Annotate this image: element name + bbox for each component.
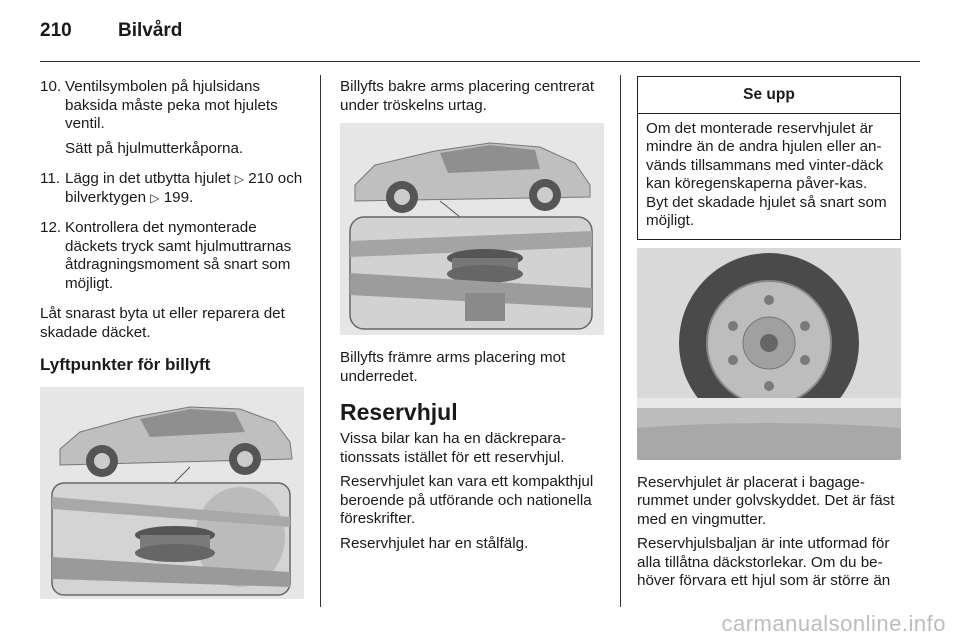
step-text: Lägg in det utbytta hjulet ▷ 210 och bilverktygen ▷ 199. — [65, 170, 303, 206]
paragraph: Reservhjulsbaljan är inte utformad för alla tillåtna däckstorlekar. Om du be-höver förvara ett hjul som är större än — [637, 535, 891, 589]
warning-text: Om det monterade reservhjulet är mindre än de andra hjulen eller an-vänds tillsammans med vinter-däck kan köregenskaperna påver-kas. Byt det skadade hjulet så snart som möjligt. — [646, 119, 887, 229]
column-divider — [620, 75, 621, 607]
figure-car-rear-lift — [340, 123, 604, 335]
warning-box — [637, 76, 901, 240]
page-title: Bilvård — [118, 20, 183, 41]
figure-spare-wheel — [637, 248, 901, 460]
step-subtext: Sätt på hjulmutterkåporna. — [65, 139, 244, 157]
arrow-right-icon: ▷ — [234, 172, 244, 186]
subheading: Lyftpunkter för billyft — [40, 355, 211, 374]
page-reference[interactable]: 199 — [163, 188, 190, 206]
paragraph: Låt snarast byta ut eller reparera det skadade däcket. — [40, 305, 285, 341]
list-item: 11. Lägg in det utbytta hjulet ▷ 210 och bilverktygen ▷ 199. — [40, 170, 303, 206]
figure-car-front-lift — [40, 387, 304, 599]
arrow-right-icon: ▷ — [150, 190, 160, 205]
list-item: 12. Kontrollera det nymonterade däckets tryck samt hjulmuttrarnas åtdragningsmoment så snart som möjligt. — [40, 219, 304, 299]
section-heading: Reservhjul — [340, 399, 458, 425]
page-number: 210 — [40, 20, 72, 41]
column-middle — [340, 78, 602, 559]
paragraph: Vissa bilar kan ha en däckrepara-tionssats istället för ett reservhjul. — [340, 430, 566, 466]
column-left — [40, 78, 304, 599]
column-right — [637, 78, 901, 597]
watermark: carmanualsonline.info — [721, 611, 946, 636]
column-divider — [320, 75, 321, 607]
list-item: 10. Ventilsymbolen på hjulsidans baksida måste peka mot hjulets ventil. Sätt på hjulmutterkåporna. — [40, 78, 304, 164]
step-text: Kontrollera det nymonterade däckets tryck samt hjulmuttrarnas åtdragningsmoment så snart som möjligt. — [65, 219, 292, 292]
paragraph: Reservhjulet har en stålfälg. — [340, 534, 529, 552]
warning-title: Se upp — [638, 77, 900, 114]
figure-caption: Billyfts främre arms placering mot underredet. — [340, 349, 566, 385]
page-reference[interactable]: 210 — [248, 170, 274, 187]
step-text: Ventilsymbolen på hjulsidans baksida måste peka mot hjulets ventil. — [65, 78, 278, 132]
paragraph: Reservhjulet kan vara ett kompakthjul beroende på utförande och nationella föreskrifter. — [340, 473, 594, 527]
figure-caption: Billyfts bakre arms placering centrerat under tröskelns urtag. — [340, 78, 595, 114]
paragraph: Reservhjulet är placerat i bagage-rummet under golvskyddet. Det är fäst med en vingmutter. — [637, 473, 895, 528]
page-header — [40, 18, 920, 62]
